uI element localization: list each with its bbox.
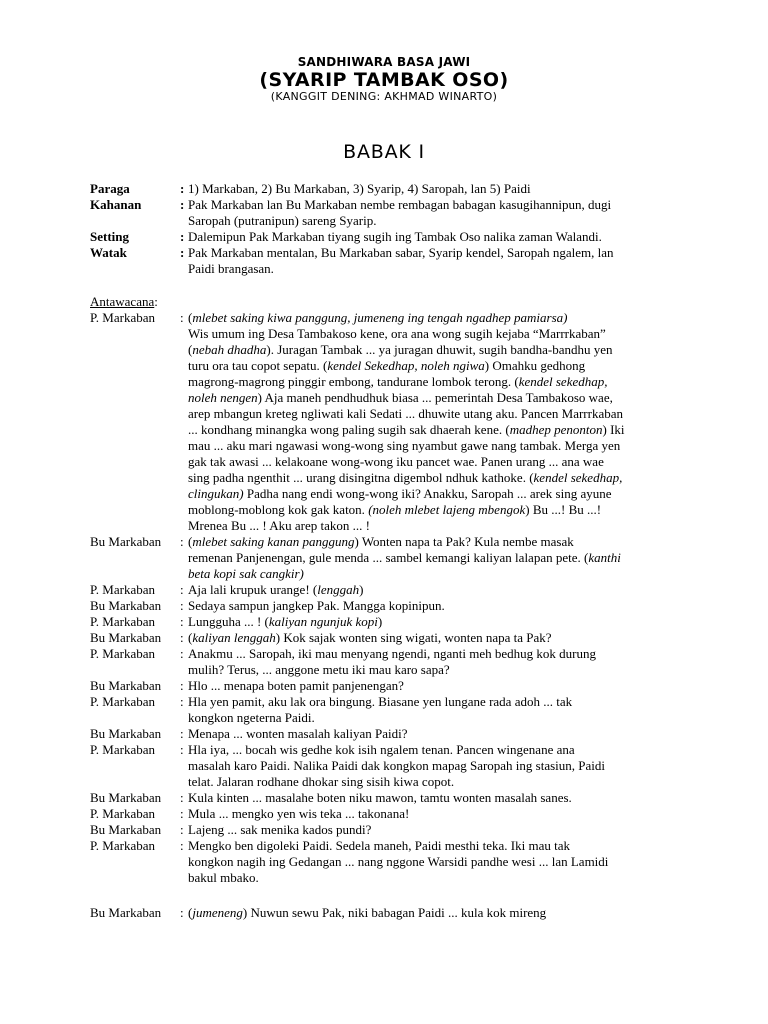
dialogue-entry <box>90 822 710 838</box>
metadata-line <box>188 245 710 261</box>
speaker-name: P. Markaban <box>90 582 155 597</box>
metadata-line <box>188 197 710 213</box>
dialogue-line <box>188 646 710 662</box>
metadata-entry <box>90 197 710 229</box>
spoken-text: bakul mbako. <box>188 870 259 885</box>
spoken-text: Wis umum ing Desa Tambakoso kene, ora ana wong sugih kejaba “Marrrkaban” <box>188 326 606 341</box>
speaker-name: P. Markaban <box>90 614 155 629</box>
stage-direction: kanthi <box>588 550 621 565</box>
metadata-label: Watak <box>90 245 127 260</box>
speaker-name: P. Markaban <box>90 838 155 853</box>
stage-direction: kaliyan lenggah <box>192 630 276 645</box>
dialogue-line <box>188 710 710 726</box>
dialogue-entry <box>90 534 710 582</box>
dialogue-line <box>188 790 710 806</box>
spoken-text: ... kondhang minangka wong paling sugih sak dhaerah kene. ( <box>188 422 510 437</box>
dialogue-entry <box>90 742 710 790</box>
spoken-text: magrong-magrong pinggir embong, tandurane lombok terong. ( <box>188 374 519 389</box>
dialogue-line <box>188 454 710 470</box>
speaker-name: Bu Markaban <box>90 790 162 805</box>
dialogue-line <box>188 566 710 582</box>
speaker-name: Bu Markaban <box>90 905 162 920</box>
speaker-name: P. Markaban <box>90 646 155 661</box>
dialogue-line <box>188 390 710 406</box>
dialogue-line <box>188 470 710 486</box>
dialogue-line <box>188 838 710 854</box>
spoken-text: Lungguha ... ! ( <box>188 614 269 629</box>
drama-supertitle: SANDHIWARA BASA JAWI <box>297 55 471 69</box>
dialogue-entry <box>90 678 710 694</box>
spoken-text: ) Iki <box>602 422 625 437</box>
label-colon: : <box>180 790 184 805</box>
metadata-line <box>188 213 710 229</box>
label-colon: : <box>180 534 184 549</box>
dialogue-entry <box>90 582 710 598</box>
spoken-text: ( <box>188 905 193 920</box>
dialogue-entry <box>90 598 710 614</box>
spoken-text: telat. Jalaran rodhane dhokar sing sisih kiwa copot. <box>188 774 455 789</box>
metadata-line <box>188 181 710 197</box>
play-metadata <box>90 181 710 277</box>
dialogue-line <box>188 614 710 630</box>
spoken-text: sing padha ngenthit ... urang disingitna digembol ndhuk kathoke. ( <box>188 470 534 485</box>
dialogue-heading <box>90 294 710 310</box>
dialogue-entry <box>90 630 710 646</box>
label-colon: : <box>180 614 184 629</box>
spoken-text: Mula ... mengko yen wis teka ... takonana! <box>188 806 410 821</box>
label-colon: : <box>180 181 185 196</box>
stage-direction: lenggah <box>317 582 360 597</box>
dialogue-line <box>188 905 710 921</box>
label-colon: : <box>180 646 184 661</box>
stage-direction: mlebet saking kiwa panggung, jumeneng ing tengah ngadhep pamiarsa) <box>192 310 568 325</box>
dialogue-entry <box>90 905 710 921</box>
stage-direction: beta kopi sak cangkir) <box>188 566 304 581</box>
speaker-name: Bu Markaban <box>90 678 162 693</box>
spoken-text: Hla iya, ... bocah wis gedhe kok isih ngalem tenan. Pancen wingenane ana <box>188 742 575 757</box>
spoken-text: Pak Markaban lan Bu Markaban nembe rembagan babagan kasugihannipun, dugi <box>188 197 612 212</box>
metadata-label: Paraga <box>90 181 130 196</box>
spoken-text: ) Kok sajak wonten sing wigati, wonten napa ta Pak? <box>275 630 552 645</box>
stage-direction: kendel sekedhap, <box>533 470 623 485</box>
dialogue-line <box>188 822 710 838</box>
metadata-line <box>188 261 710 277</box>
dialogue-list <box>90 310 710 886</box>
dialogue-heading-label: Antawacana <box>90 294 155 309</box>
speaker-name: Bu Markaban <box>90 534 162 549</box>
dialogue-line <box>188 438 710 454</box>
spoken-text: ) <box>377 614 383 629</box>
label-colon: : <box>180 197 185 212</box>
dialogue-entry <box>90 726 710 742</box>
spoken-text: Padha nang endi wong-wong iki? Anakku, Saropah ... arek sing ayune <box>243 486 612 501</box>
spoken-text: ) Omahku gedhong <box>484 358 586 373</box>
metadata-entry <box>90 245 710 277</box>
speaker-name: Bu Markaban <box>90 630 162 645</box>
label-colon: : <box>180 694 184 709</box>
stage-direction: (noleh mlebet lajeng mbengok <box>368 502 526 517</box>
spoken-text: Kula kinten ... masalahe boten niku mawon, tamtu wonten masalah sanes. <box>188 790 572 805</box>
spoken-text: kongkon ngeterna Paidi. <box>188 710 315 725</box>
speaker-name: Bu Markaban <box>90 822 162 837</box>
dialogue-continuation <box>90 905 710 921</box>
spoken-text: remenan Panjenengan, gule menda ... sambel kemangi kaliyan lalapan pete. ( <box>188 550 589 565</box>
spoken-text: Aja lali krupuk urange! ( <box>188 582 318 597</box>
dialogue-line <box>188 534 710 550</box>
stage-direction: noleh nengen <box>188 390 258 405</box>
act-heading: BABAK I <box>343 141 425 163</box>
spoken-text: gak tak awasi ... kelakoane wong-wong iku pancet wae. Panen urang ... ana wae <box>188 454 604 469</box>
stage-direction: kaliyan ngunjuk kopi <box>268 614 378 629</box>
spoken-text: ) Nuwun sewu Pak, niki babagan Paidi ... kula kok mireng <box>242 905 547 920</box>
spoken-text: ( <box>188 630 193 645</box>
label-colon: : <box>180 742 184 757</box>
label-colon: : <box>180 806 184 821</box>
stage-direction: mlebet saking kanan panggung <box>192 534 355 549</box>
label-colon: : <box>180 822 184 837</box>
dialogue-line <box>188 774 710 790</box>
dialogue-line <box>188 726 710 742</box>
dialogue-line <box>188 406 710 422</box>
speaker-name: P. Markaban <box>90 310 155 325</box>
dialogue-line <box>188 742 710 758</box>
spoken-text: moblong-moblong kok gak katon. <box>188 502 369 517</box>
metadata-entry <box>90 181 710 197</box>
label-colon: : <box>180 582 184 597</box>
dialogue-line <box>188 806 710 822</box>
dialogue-entry <box>90 646 710 678</box>
spoken-text: ) Aja maneh pendhudhuk biasa ... pemerintah Desa Tambakoso wae, <box>257 390 613 405</box>
spoken-text: masalah karo Paidi. Nalika Paidi dak kongkon mapag Saropah ing stasiun, Paidi <box>188 758 606 773</box>
stage-direction: kendel Sekedhap, noleh ngiwa <box>327 358 485 373</box>
dialogue-line <box>188 582 710 598</box>
spoken-text: ) Bu ...! Bu ...! <box>525 502 602 517</box>
dialogue-line <box>188 502 710 518</box>
spoken-text: Menapa ... wonten masalah kaliyan Paidi? <box>188 726 408 741</box>
speaker-name: P. Markaban <box>90 694 155 709</box>
metadata-label: Setting <box>90 229 129 244</box>
spoken-text: Mengko ben digoleki Paidi. Sedela maneh, Paidi mesthi teka. Iki mau tak <box>188 838 570 853</box>
spoken-text: Lajeng ... sak menika kados pundi? <box>188 822 372 837</box>
label-colon: : <box>180 310 184 325</box>
spoken-text: Hlo ... menapa boten pamit panjenengan? <box>188 678 404 693</box>
dialogue-line <box>188 310 710 326</box>
spoken-text: Mrenea Bu ... ! Aku arep takon ... ! <box>188 518 370 533</box>
spoken-text: Saropah (putranipun) sareng Syarip. <box>188 213 377 228</box>
label-colon: : <box>180 598 184 613</box>
dialogue-line <box>188 550 710 566</box>
spoken-text: Anakmu ... Saropah, iki mau menyang ngendi, nganti meh bedhug kok durung <box>188 646 596 661</box>
metadata-label: Kahanan <box>90 197 142 212</box>
dialogue-line <box>188 326 710 342</box>
dialogue-line <box>188 518 710 534</box>
spoken-text: ) <box>359 582 364 597</box>
spoken-text: kongkon nagih ing Gedangan ... nang nggone Warsidi pandhe wesi ... lan Lamidi <box>188 854 609 869</box>
dialogue-line <box>188 342 710 358</box>
label-colon: : <box>180 905 184 920</box>
spoken-text: turu ora tau copot sepatu. ( <box>188 358 328 373</box>
dialogue-line <box>188 598 710 614</box>
dialogue-line <box>188 358 710 374</box>
drama-title: (SYARIP TAMBAK OSO) <box>259 69 509 91</box>
spoken-text: ( <box>188 534 193 549</box>
spoken-text: ( <box>188 310 193 325</box>
author-credit: (KANGGIT DENING: AKHMAD WINARTO) <box>270 90 498 103</box>
speaker-name: Bu Markaban <box>90 726 162 741</box>
dialogue-line <box>188 374 710 390</box>
dialogue-line <box>188 694 710 710</box>
speaker-name: P. Markaban <box>90 806 155 821</box>
dialogue-line <box>188 758 710 774</box>
dialogue-entry <box>90 310 710 534</box>
spoken-text: ) Wonten napa ta Pak? Kula nembe masak <box>354 534 574 549</box>
dialogue-line <box>188 678 710 694</box>
label-colon: : <box>180 726 184 741</box>
metadata-line <box>188 229 710 245</box>
speaker-name: P. Markaban <box>90 742 155 757</box>
dialogue-line <box>188 870 710 886</box>
spoken-text: Sedaya sampun jangkep Pak. Mangga kopinipun. <box>188 598 445 613</box>
metadata-entry <box>90 229 710 245</box>
dialogue-line <box>188 662 710 678</box>
dialogue-entry <box>90 806 710 822</box>
dialogue-line <box>188 854 710 870</box>
spoken-text: 1) Markaban, 2) Bu Markaban, 3) Syarip, 4) Saropah, lan 5) Paidi <box>188 181 531 196</box>
stage-direction: nebah dhadha <box>192 342 267 357</box>
label-colon: : <box>180 229 185 244</box>
stage-direction: kendel sekedhap, <box>518 374 608 389</box>
spoken-text: Pak Markaban mentalan, Bu Markaban sabar, Syarip kendel, Saropah ngalem, lan <box>188 245 614 260</box>
label-colon: : <box>180 630 184 645</box>
stage-direction: clingukan) <box>188 486 244 501</box>
label-colon: : <box>180 838 184 853</box>
dialogue-entry <box>90 838 710 886</box>
spoken-text: ). Juragan Tambak ... ya juragan dhuwit, sugih bandha-bandhu yen <box>266 342 613 357</box>
label-colon: : <box>180 245 185 260</box>
spoken-text: Paidi brangasan. <box>188 261 274 276</box>
spoken-text: arep mbangun kreteg ngliwati kali Sedati ... dhuwite utang aku. Pancen Marrrkaban <box>188 406 624 421</box>
dialogue-heading-colon: : <box>154 294 158 309</box>
spoken-text: mulih? Terus, ... anggone metu iki mau karo sapa? <box>188 662 450 677</box>
dialogue-line <box>188 630 710 646</box>
speaker-name: Bu Markaban <box>90 598 162 613</box>
stage-direction: madhep penonton <box>509 422 603 437</box>
dialogue-line <box>188 486 710 502</box>
spoken-text: mau ... aku mari ngawasi wong-wong sing nyambut gawe nang tambak. Merga yen <box>188 438 621 453</box>
stage-direction: jumeneng <box>192 905 243 920</box>
label-colon: : <box>180 678 184 693</box>
dialogue-line <box>188 422 710 438</box>
spoken-text: Hla yen pamit, aku lak ora bingung. Biasane yen lungane rada adoh ... tak <box>188 694 573 709</box>
spoken-text: Dalemipun Pak Markaban tiyang sugih ing Tambak Oso nalika zaman Walandi. <box>188 229 602 244</box>
dialogue-section <box>90 294 710 886</box>
dialogue-entry <box>90 694 710 726</box>
dialogue-entry <box>90 614 710 630</box>
spoken-text: ( <box>188 342 193 357</box>
dialogue-entry <box>90 790 710 806</box>
